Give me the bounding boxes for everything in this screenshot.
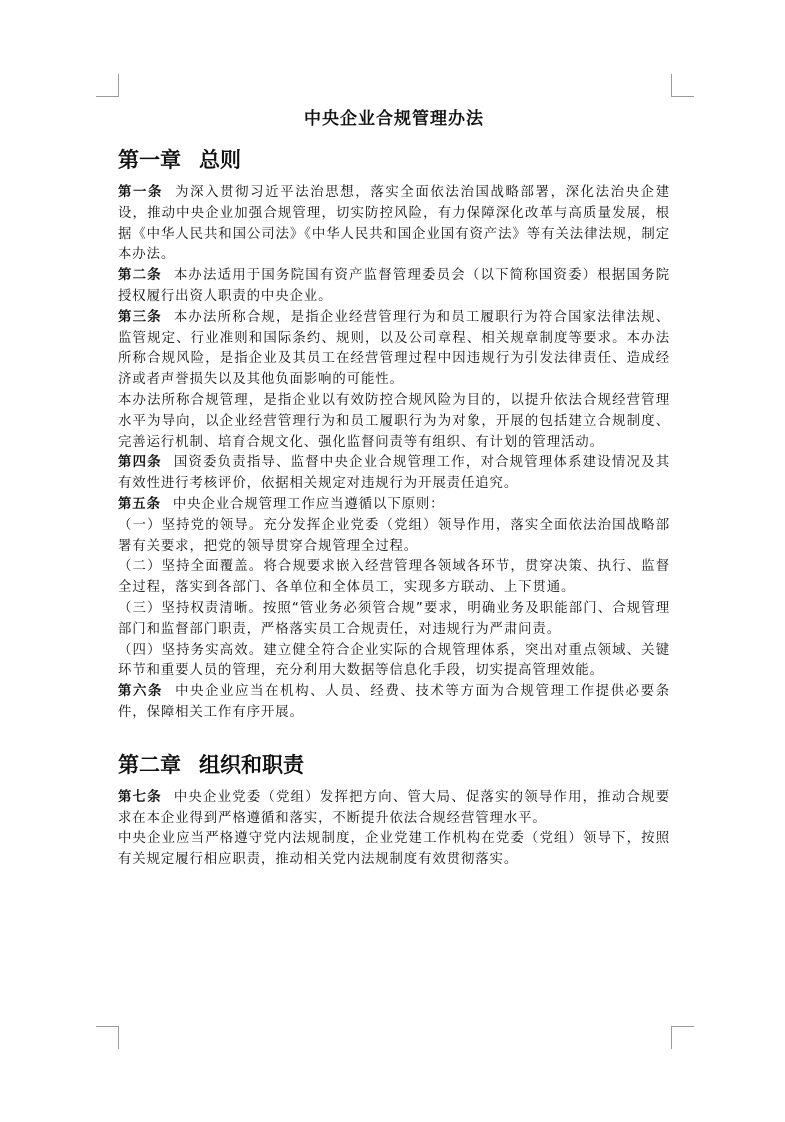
article-label: 第七条 (118, 789, 162, 805)
chapter-number: 第二章 (118, 751, 181, 777)
article-text: 为深入贯彻习近平法治思想，落实全面依法治国战略部署，深化法治央企建设，推动中央企业加强合规管理，切实防控风险，有力保障深化改革与高质量发展，根据《中华人民共和国公司法》《中华人民共和国企业国有资产法》等有关法律法规，制定本办法。 (118, 185, 670, 263)
article-label: 第二条 (118, 268, 162, 284)
document-title: 中央企业合规管理办法 (304, 109, 484, 129)
chapter-number: 第一章 (118, 147, 181, 172)
article-label: 第一条 (118, 185, 164, 200)
article-text: 本办法所称合规，是指企业经营管理行为和员工履职行为符合国家法律法规、监管规定、行业准则和国际条约、规则，以及公司章程、相关规章制度等要求。本办法所称合规风险，是指企业及其员工在经营管理过程中因违规行为引发法律责任、造成经济或者声誉损失以及其他负面影响的可能性。 (118, 309, 670, 388)
chapter-heading-2 (118, 752, 670, 778)
article-text: 本办法适用于国务院国有资产监督管理委员会（以下简称国资委）根据国务院授权履行出资人职责的中央企业。 (118, 268, 670, 304)
article-label: 第五条 (118, 496, 161, 512)
article-3 (118, 308, 670, 391)
principle-item: （一）坚持党的领导。充分发挥企业党委（党组）领导作用，落实全面依法治国战略部署有关要求，把党的领导贯穿合规管理全过程。 (118, 517, 670, 554)
article-7-paragraph-2: 中央企业应当严格遵守党内法规制度，企业党建工作机构在党委（党组）领导下，按照有关规定履行相应职责，推动相关党内法规制度有效贯彻落实。 (118, 831, 670, 868)
article-2 (118, 266, 670, 308)
article-5 (118, 495, 670, 516)
principle-item: （二）坚持全面覆盖。将合规要求嵌入经营管理各领域各环节，贯穿决策、执行、监督全过程，落实到各部门、各单位和全体员工，实现多方联动、上下贯通。 (118, 559, 670, 596)
article-6 (118, 682, 670, 724)
article-3-paragraph-2: 本办法所称合规管理，是指企业以有效防控合规风险为目的，以提升依法合规经营管理水平为导向，以企业经营管理行为和员工履职行为为对象，开展的包括建立合规制度、完善运行机制、培育合规文化、强化监督问责等有组织、有计划的管理活动。 (118, 392, 670, 450)
article-text: 中央企业党委（党组）发挥把方向、管大局、促落实的领导作用，推动合规要求在本企业得到严格遵循和落实，不断提升依法合规经营管理水平。 (118, 789, 670, 826)
article-label: 第六条 (118, 684, 164, 700)
article-7 (118, 788, 670, 830)
chapter-heading-1 (118, 147, 670, 173)
document-body (118, 100, 670, 871)
crop-mark-top-left (96, 74, 119, 97)
crop-mark-top-right (671, 74, 694, 97)
article-4 (118, 453, 670, 495)
chapter-name: 组织和职责 (199, 751, 304, 777)
article-text: 国资委负责指导、监督中央企业合规管理工作，对合规管理体系建设情况及其有效性进行考核评价，依据相关规定对违规行为开展责任追究。 (118, 455, 670, 492)
crop-mark-bottom-right (671, 1026, 694, 1049)
principle-item: （三）坚持权责清晰。按照“管业务必须管合规”要求，明确业务及职能部门、合规管理部门和监督部门职责，严格落实员工合规责任，对违规行为严肃问责。 (118, 600, 670, 637)
principle-item: （四）坚持务实高效。建立健全符合企业实际的合规管理体系，突出对重点领域、关键环节和重要人员的管理，充分利用大数据等信息化手段，切实提高管理效能。 (118, 642, 670, 679)
article-text: 中央企业应当在机构、人员、经费、技术等方面为合规管理工作提供必要条件，保障相关工作有序开展。 (118, 684, 670, 720)
article-label: 第四条 (118, 455, 162, 471)
article-label: 第三条 (118, 309, 162, 325)
crop-mark-bottom-left (96, 1026, 119, 1049)
article-1 (118, 183, 670, 266)
chapter-name: 总则 (199, 147, 241, 172)
article-text: 中央企业合规管理工作应当遵循以下原则： (172, 496, 445, 512)
